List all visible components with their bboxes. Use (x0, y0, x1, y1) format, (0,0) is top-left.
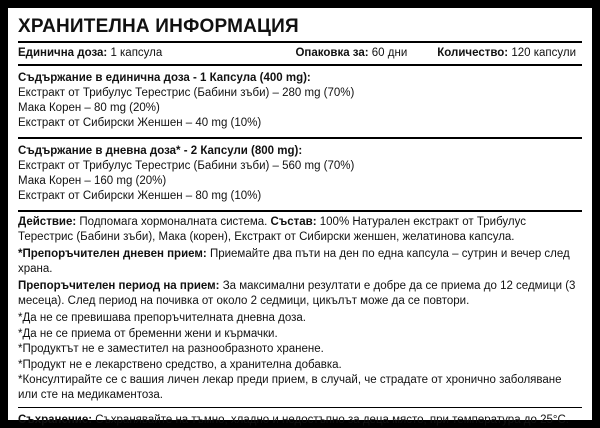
serving-size-group (18, 47, 162, 59)
daily-dose-block (18, 141, 582, 208)
serving-ingredient-line: Мака Корен – 80 mg (20%) (18, 102, 160, 114)
daily-ingredient-line: Мака Корен – 160 mg (20%) (18, 175, 167, 187)
daily-intake-text: Приемайте два пъти на ден по една капсула – сутрин и вечер след храна. (18, 248, 570, 275)
package-label: Опаковка за: (295, 47, 369, 59)
divider-after-header (18, 64, 582, 66)
divider-after-blocks (18, 210, 582, 212)
warning-note: *Да не се приема от бременни жени и кърмачки. (18, 327, 278, 340)
daily-intake-label: *Препоръчителен дневен прием: (18, 248, 207, 260)
quantity-group (437, 47, 576, 59)
intake-period-paragraph (18, 279, 582, 308)
quantity-value: 120 капсули (511, 47, 576, 59)
nutrition-label-panel (8, 8, 592, 426)
daily-intake-paragraph (18, 247, 582, 276)
serving-block-heading: Съдържание в единична доза - 1 Капсула (400 mg): (18, 72, 311, 84)
serving-size-label: Единична доза: (18, 47, 108, 59)
daily-ingredient-line: Екстракт от Сибирски Женшен – 80 mg (10%) (18, 190, 262, 202)
intake-period-text: За максимални резултати е добре да се приема до 12 седмици (3 месеца). След период на почивка от около 2 седмици, цикълът може да се повтори. (18, 280, 576, 307)
intake-period-label: Препоръчителен период на прием: (18, 280, 220, 292)
action-composition-paragraph (18, 215, 582, 244)
divider-between-blocks (18, 137, 582, 139)
serving-ingredient-line: Екстракт от Трибулус Терестрис (Бабини зъби) – 280 mg (70%) (18, 87, 355, 99)
serving-size-value: 1 капсула (110, 47, 163, 59)
divider-before-storage (18, 407, 582, 408)
storage-label: Съхранение: (18, 414, 93, 426)
serving-block (18, 68, 582, 135)
page-title: ХРАНИТЕЛНА ИНФОРМАЦИЯ (18, 16, 299, 37)
action-label: Действие: (18, 216, 77, 228)
daily-ingredient-line: Екстракт от Трибулус Терестрис (Бабини зъби) – 560 mg (70%) (18, 160, 355, 172)
daily-dose-heading: Съдържание в дневна доза* - 2 Капсули (800 mg): (18, 145, 303, 157)
warning-note: *Продукт не е лекарствено средство, а хранителна добавка. (18, 358, 342, 371)
serving-ingredient-line: Екстракт от Сибирски Женшен – 40 mg (10%) (18, 117, 262, 129)
warning-note: *Консултирайте се с вашия личен лекар преди прием, в случай, че страдате от хронично заболяване или сте на медикаментоза. (18, 374, 562, 401)
action-text: Подпомага хормоналната система. (79, 216, 268, 228)
composition-text: 100% Натурален екстракт от Трибулус Терестрис (Бабини зъби), Мака (корен), Екстракт от Сибирски женшен, желатинова капсула. (18, 216, 526, 243)
header-row (18, 45, 582, 62)
storage-text: Съхранявайте на тъмно, хладно и недостъпно за деца място, при температура до 25°C. (95, 414, 569, 426)
composition-label: Състав: (270, 216, 317, 228)
storage-paragraph (18, 410, 582, 427)
warning-note: *Да не се превишава препоръчителната дневна доза. (18, 312, 306, 324)
package-value: 60 дни (371, 47, 408, 59)
warning-note: *Продуктът не е заместител на разнообразното хранене. (18, 343, 324, 355)
divider-top (18, 41, 582, 43)
package-group (295, 47, 407, 59)
quantity-label: Количество: (437, 47, 509, 59)
